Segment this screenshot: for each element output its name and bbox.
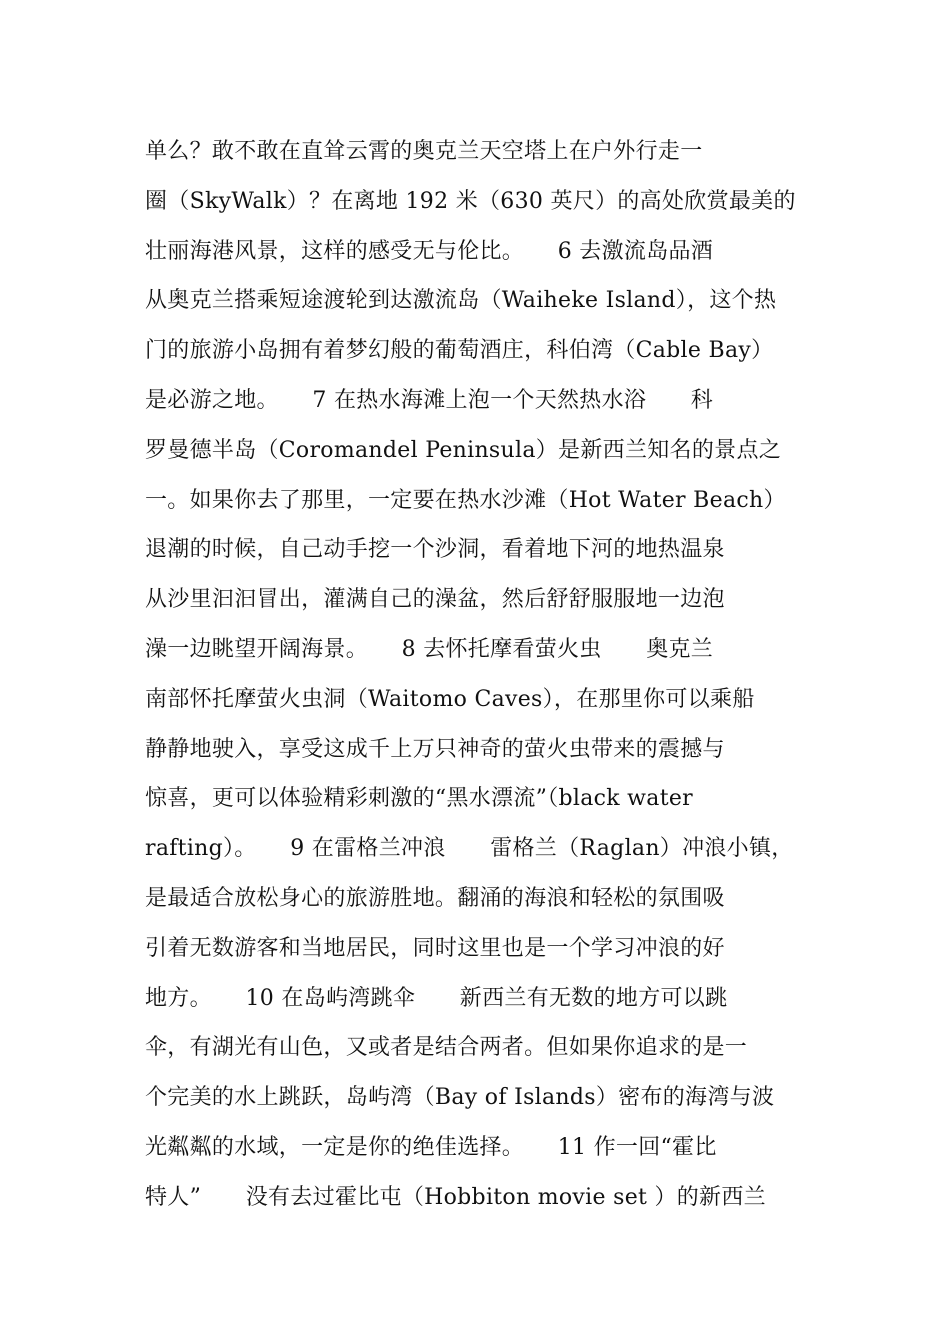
text-line: 澡一边眺望开阔海景。 8 去怀托摩看萤火虫 奥克兰	[145, 636, 714, 662]
text-line: 圈（SkyWalk）？在离地 192 米（630 英尺）的高处欣赏最美的	[145, 188, 796, 214]
text-line: 南部怀托摩萤火虫洞（Waitomo Caves），在那里你可以乘船	[145, 686, 755, 712]
text-line: 退潮的时候，自己动手挖一个沙洞，看着地下河的地热温泉	[145, 537, 725, 563]
text-line: 单么？敢不敢在直耸云霄的奥克兰天空塔上在户外行走一	[145, 139, 703, 164]
text-line: 静静地驶入，享受这成千上万只神奇的萤火虫带来的震撼与	[145, 736, 725, 762]
text-line: 惊喜，更可以体验精彩刺激的“黑水漂流”（black water	[145, 786, 694, 812]
text-line: 门的旅游小岛拥有着梦幻般的葡萄酒庄，科伯湾（Cable Bay）	[145, 338, 774, 364]
text-line: 壮丽海港风景，这样的感受无与伦比。 6 去激流岛品酒	[145, 238, 714, 264]
text-line: 一。如果你去了那里，一定要在热水沙滩（Hot Water Beach）	[145, 487, 786, 513]
text-line: 引着无数游客和当地居民，同时这里也是一个学习冲浪的好	[145, 935, 725, 961]
text-line: 伞，有湖光有山色，又或者是结合两者。但如果你追求的是一	[145, 1035, 748, 1061]
text-line: 特人” 没有去过霍比屯（Hobbiton movie set ）的新西兰	[145, 1184, 766, 1210]
text-line: 从奥克兰搭乘短途渡轮到达激流岛（Waiheke Island），这个热	[145, 288, 777, 314]
text-line: 从沙里汩汩冒出，灌满自己的澡盆，然后舒舒服服地一边泡	[145, 587, 725, 613]
text-line: 是最适合放松身心的旅游胜地。翻涌的海浪和轻松的氛围吸	[145, 885, 725, 911]
text-line: rafting）。 9 在雷格兰冲浪 雷格兰（Raglan）冲浪小镇，	[145, 836, 794, 862]
text-line: 光粼粼的水域，一定是你的绝佳选择。 11 作一回“霍比	[145, 1134, 717, 1160]
text-line: 是必游之地。 7 在热水海滩上泡一个天然热水浴 科	[145, 387, 714, 413]
text-line: 个完美的水上跳跃，岛屿湾（Bay of Islands）密布的海湾与波	[145, 1085, 775, 1111]
text-line: 罗曼德半岛（Coromandel Peninsula）是新西兰知名的景点之	[145, 437, 782, 463]
body-text	[145, 127, 825, 1223]
text-line: 地方。 10 在岛屿湾跳伞 新西兰有无数的地方可以跳	[145, 985, 728, 1011]
